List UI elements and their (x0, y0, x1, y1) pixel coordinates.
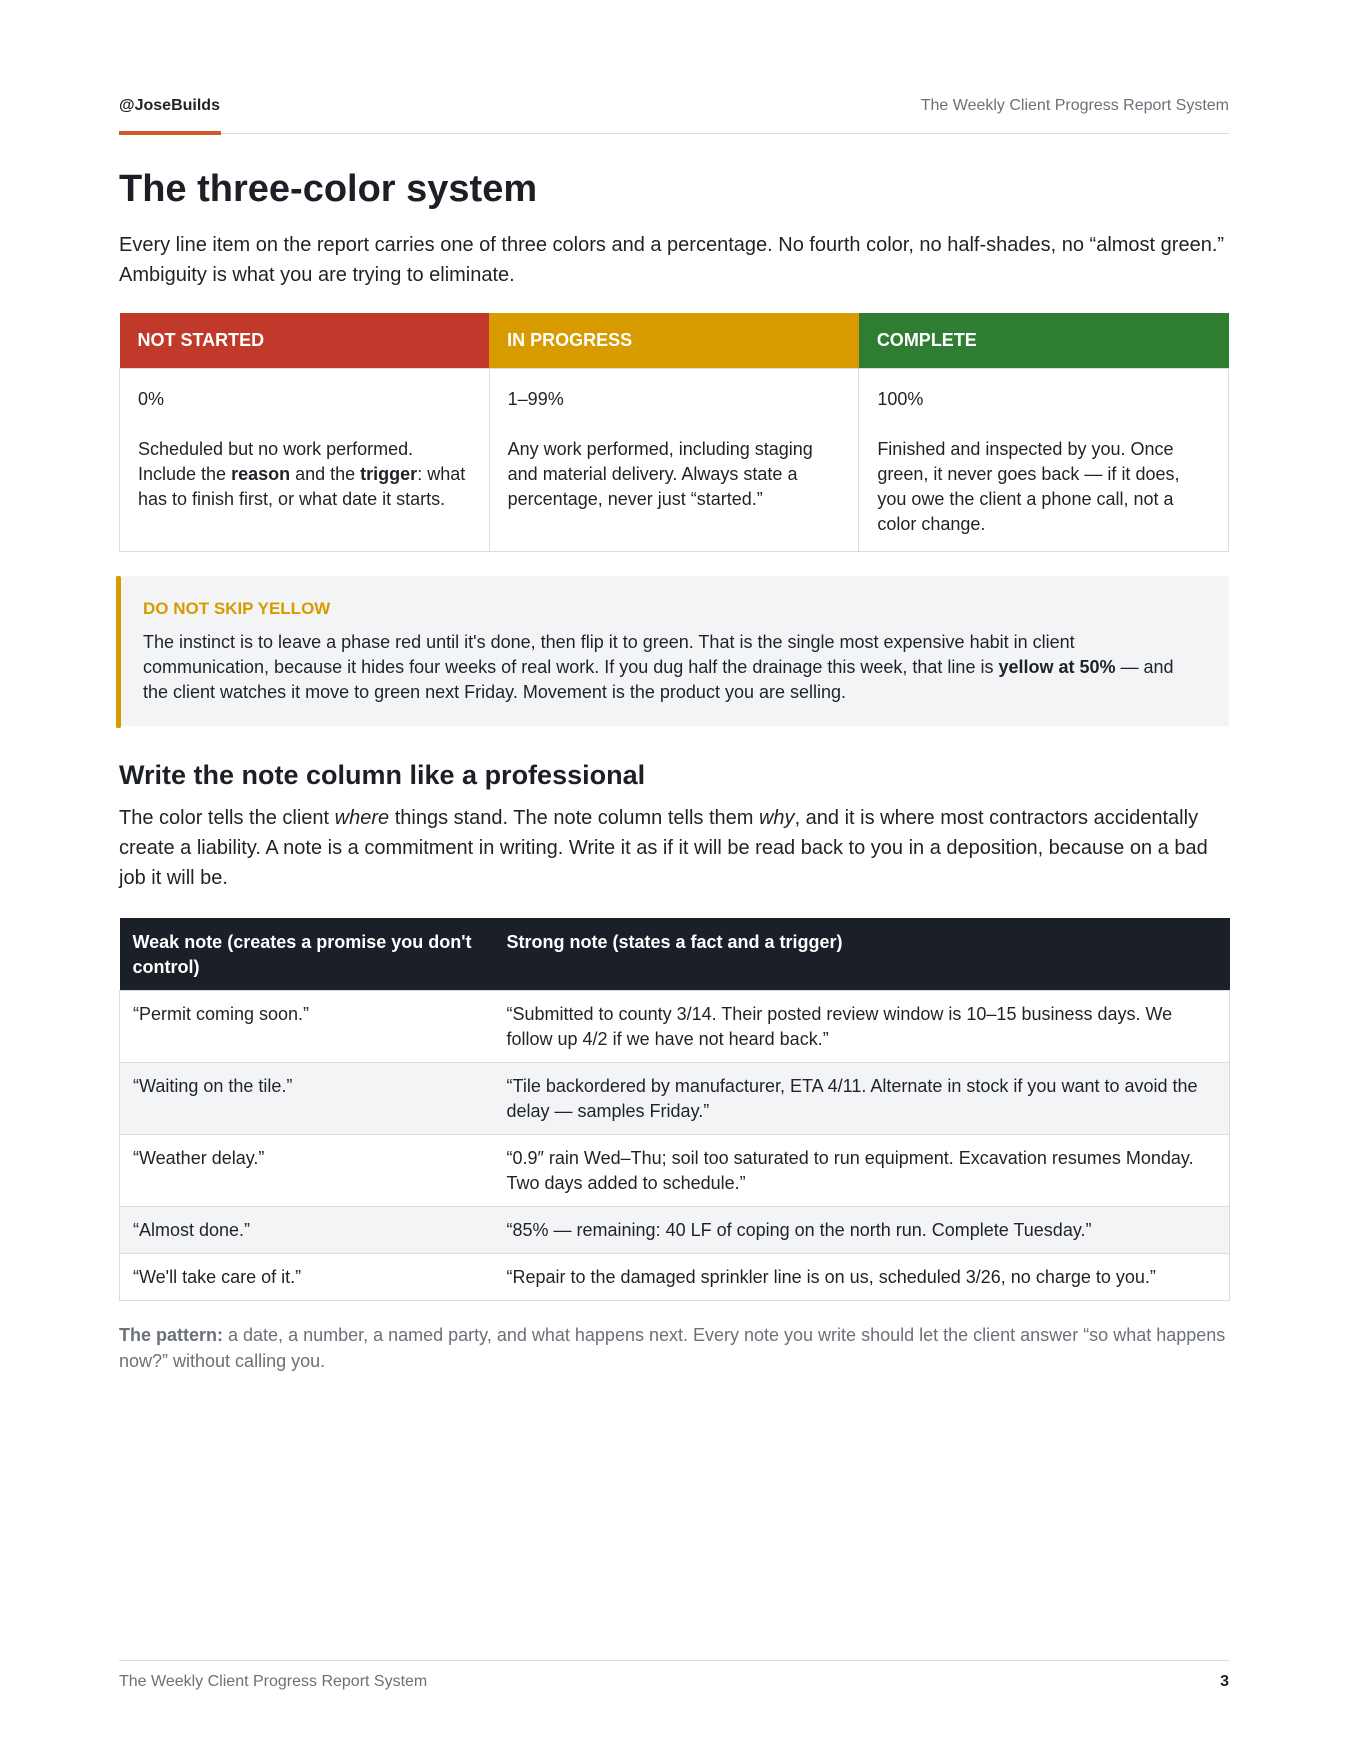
table-row (120, 1063, 1230, 1135)
cell-in-progress (489, 369, 859, 552)
header-doc-title: The Weekly Client Progress Report System (920, 97, 1229, 114)
weak-note-cell: “We'll take care of it.” (120, 1254, 494, 1301)
color-system-table (119, 313, 1229, 552)
page-footer (119, 1660, 1229, 1690)
weak-note-header: Weak note (creates a promise you don't control) (120, 918, 494, 991)
strong-note-cell: “Repair to the damaged sprinkler line is on us, scheduled 3/26, no charge to you.” (494, 1254, 1230, 1301)
percent-in-progress: 1–99% (507, 389, 564, 409)
weak-note-cell: “Weather delay.” (120, 1135, 494, 1207)
section-title: Write the note column like a professional (119, 760, 646, 790)
page-number: 3 (1220, 1673, 1229, 1690)
weak-note-cell: “Waiting on the tile.” (120, 1063, 494, 1135)
callout-accent-bar (116, 576, 121, 728)
percent-complete: 100% (877, 389, 924, 409)
strong-note-cell: “0.9″ rain Wed–Thu; soil too saturated to run equipment. Excavation resumes Monday. Two days added to schedule.” (494, 1135, 1230, 1207)
footer-doc-title: The Weekly Client Progress Report System (119, 1673, 428, 1690)
pattern-label: The pattern: (119, 1325, 224, 1345)
callout-title: DO NOT SKIP YELLOW (143, 599, 331, 618)
section-intro: The color tells the client where things stand. The note column tells them why, and it is where most contractors accidentally create a liability. A note is a commitment in writing. Write it as if it will be read back to you in a deposition, because on a bad job it will be. (119, 807, 1208, 889)
table-row (120, 991, 1230, 1063)
header-not-started: NOT STARTED (120, 313, 490, 369)
callout-box (119, 576, 1229, 726)
desc-in-progress: Any work performed, including staging and material delivery. Always state a percentage, never just “started.” (507, 439, 813, 509)
strong-note-cell: “Submitted to county 3/14. Their posted review window is 10–15 business days. We follow up 4/2 if we have not heard back.” (494, 991, 1230, 1063)
pattern-text: a date, a number, a named party, and what happens next. Every note you write should let the client answer “so what happens now?” without calling you. (119, 1325, 1226, 1371)
brand-handle: @JoseBuilds (119, 97, 220, 114)
header-in-progress: IN PROGRESS (489, 313, 859, 369)
strong-note-header: Strong note (states a fact and a trigger) (494, 918, 1230, 991)
pattern-note (119, 1322, 1229, 1374)
cell-not-started (120, 369, 490, 552)
header-accent-bar (119, 131, 221, 135)
table-row (120, 1207, 1230, 1254)
intro-paragraph: Every line item on the report carries one of three colors and a percentage. No fourth color, no half-shades, no “almost green.” Ambiguity is what you are trying to eliminate. (119, 234, 1225, 286)
desc-not-started: Scheduled but no work performed. Include the reason and the trigger: what has to finish first, or what date it starts. (138, 439, 466, 509)
percent-not-started: 0% (138, 389, 165, 409)
strong-note-cell: “Tile backordered by manufacturer, ETA 4/11. Alternate in stock if you want to avoid the delay — samples Friday.” (494, 1063, 1230, 1135)
desc-complete: Finished and inspected by you. Once green, it never goes back — if it does, you owe the client a phone call, not a color change. (877, 439, 1180, 534)
weak-note-cell: “Almost done.” (120, 1207, 494, 1254)
strong-note-cell: “85% — remaining: 40 LF of coping on the north run. Complete Tuesday.” (494, 1207, 1230, 1254)
notes-table (119, 918, 1230, 1301)
weak-note-cell: “Permit coming soon.” (120, 991, 494, 1063)
header-complete: COMPLETE (859, 313, 1229, 369)
cell-complete (859, 369, 1229, 552)
callout-body: The instinct is to leave a phase red until it's done, then flip it to green. That is the single most expensive habit in client communication, because it hides four weeks of real work. If you dug half the drainage this week, that line is yellow at 50% — and the client watches it move to green next Friday. Movement is the product you are selling. (143, 632, 1174, 702)
table-row (120, 1135, 1230, 1207)
page-title: The three-color system (119, 168, 538, 210)
table-row (120, 1254, 1230, 1301)
page-header (119, 97, 1229, 134)
